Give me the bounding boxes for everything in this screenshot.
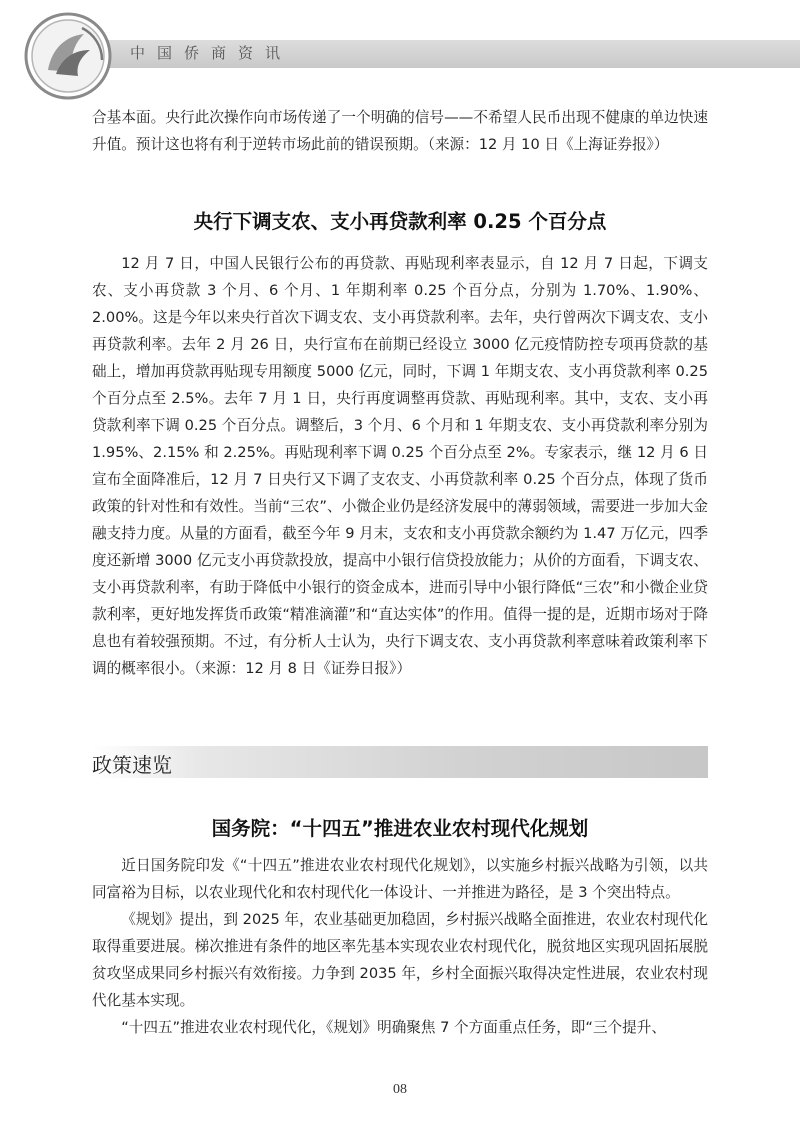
page-number: 08: [393, 1082, 407, 1097]
article-body-block: [92, 250, 708, 682]
continued-paragraph-block: [92, 104, 708, 158]
continued-paragraph: 合基本面。央行此次操作向市场传递了一个明确的信号——不希望人民币出现不健康的单边快速升值。预计这也将有利于逆转市场此前的错误预期。（来源：12 月 10 日《上海证券报》）: [92, 109, 708, 153]
article-paragraph: 近日国务院印发《“十四五”推进农业农村现代化规划》，以实施乡村振兴战略为引领，以共同富裕为目标，以农业现代化和农村现代化一体设计、一并推进为路径，是 3 个突出特点。: [92, 857, 708, 901]
section-header-bar: [92, 746, 708, 778]
header-title: 中国侨商资讯: [130, 44, 293, 62]
section-title: 政策速览: [92, 753, 172, 777]
article-title: 国务院：“十四五”推进农业农村现代化规划: [211, 817, 589, 840]
article-title: 央行下调支农、支小再贷款利率 0.25 个百分点: [193, 210, 607, 233]
article-paragraph: 12 月 7 日，中国人民银行公布的再贷款、再贴现利率表显示，自 12 月 7 日起，下调支农、支小再贷款 3 个月、6 个月、1 年期利率 0.25 个百分点，分别为 1.70%、1.90%、2.00%。这是今年以来央行首次下调支农、支小再贷款利率。去年，央行曾两次下调支农、支小再贷款利率。去年 2 月 26 日，央行宣布在前期已经设立 3000 亿元疫情防控专项再贷款的基础上，增加再贷款再贴现专用额度 5000 亿元，同时，下调 1 年期支农、支小再贷款利率 0.25 个百分点至 2.5%。去年 7 月 1 日，央行再度调整再贷款、再贴现利率。其中，支农、支小再贷款利率下调 0.25 个百分点。调整后，3 个月、6 个月和 1 年期支农、支小再贷款利率分别为 1.95%、2.15% 和 2.25%。再贴现利率下调 0.25 个百分点至 2%。专家表示，继 12 月 6 日宣布全面降准后，12 月 7 日央行又下调了支农支、小再贷款利率 0.25 个百分点，体现了货币政策的针对性和有效性。当前“三农”、小微企业仍是经济发展中的薄弱领域，需要进一步加大金融支持力度。从量的方面看，截至今年 9 月末，支农和支小再贷款余额约为 1.47 万亿元，四季度还新增 3000 亿元支小再贷款投放，提高中小银行信贷投放能力；从价的方面看，下调支农、支小再贷款利率，有助于降低中小银行的资金成本，进而引导中小银行降低“三农”和小微企业贷款利率，更好地发挥货币政策“精准滴灌”和“直达实体”的作用。值得一提的是，近期市场对于降息也有着较强预期。不过，有分析人士认为，央行下调支农、支小再贷款利率意味着政策利率下调的概率很小。（来源：12 月 8 日《证券日报》）: [92, 255, 708, 677]
logo-emblem: [22, 10, 120, 102]
article-paragraph: “十四五”推进农业农村现代化，《规划》明确聚焦 7 个方面重点任务，即“三个提升、: [121, 1019, 666, 1036]
article-paragraph: 《规划》提出，到 2025 年，农业基础更加稳固，乡村振兴战略全面推进，农业农村现代化取得重要进展。梯次推进有条件的地区率先基本实现农业农村现代化，脱贫地区实现巩固拓展脱贫攻坚成果同乡村振兴有效衔接。力争到 2035 年，乡村全面振兴取得决定性进展，农业农村现代化基本实现。: [92, 911, 708, 1009]
article-body-block: [92, 852, 708, 1041]
